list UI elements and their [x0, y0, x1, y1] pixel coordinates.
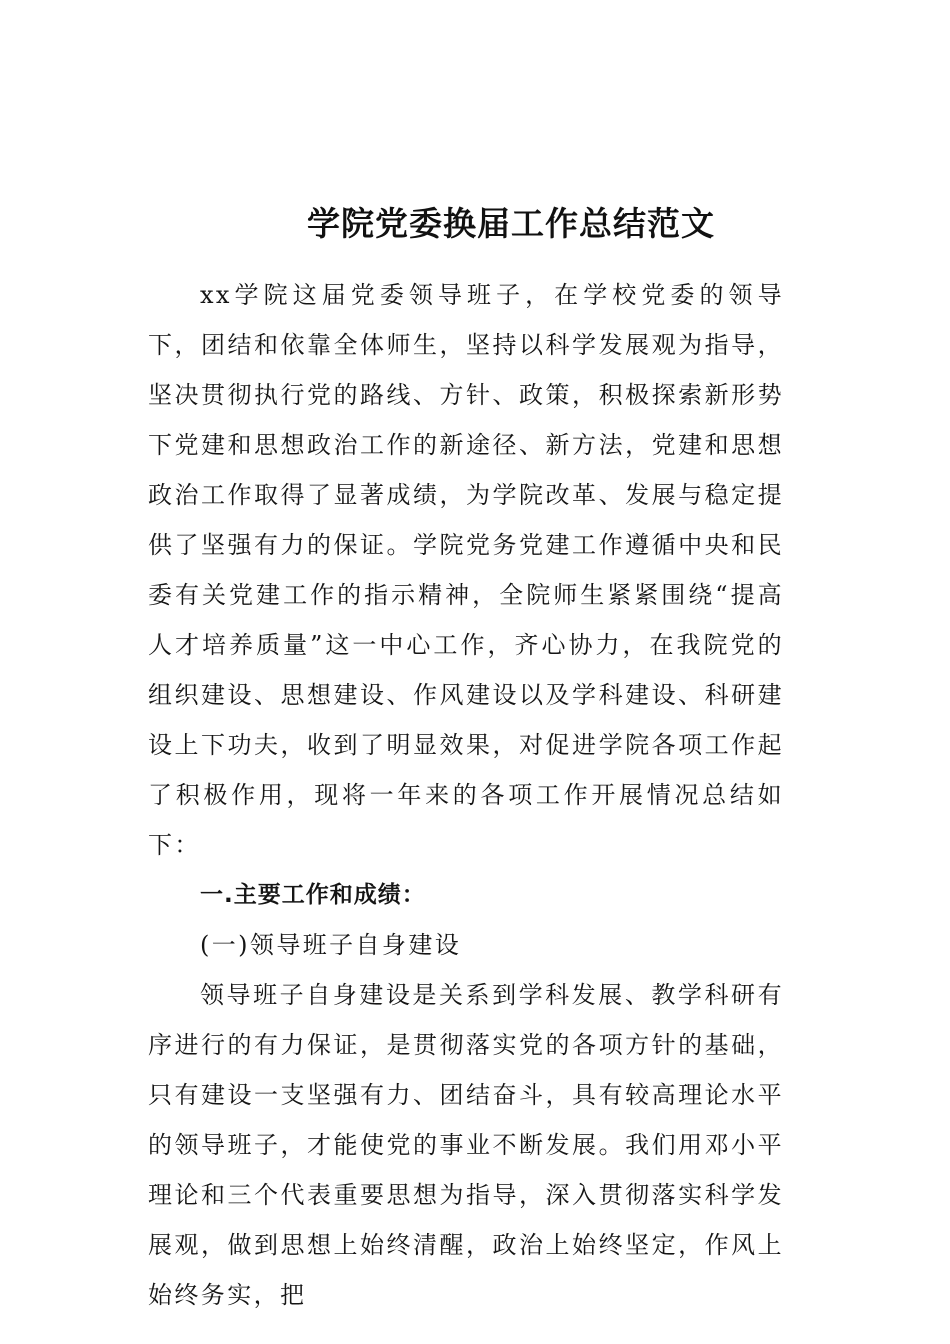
leadership-paragraph: 领导班子自身建设是关系到学科发展、教学科研有序进行的有力保证，是贯彻落实党的各项方针的基础，只有建设一支坚强有力、团结奋斗，具有较高理论水平的领导班子，才能使党的事业不断发展。我们用邓小平理论和三个代表重要思想为指导，深入贯彻落实科学发展观，做到思想上始终清醒，政治上始终坚定，作风上始终务实，把 [148, 981, 784, 1309]
section-heading: 一.主要工作和成绩： [200, 882, 426, 908]
intro-paragraph: xx学院这届党委领导班子，在学校党委的领导下，团结和依靠全体师生，坚持以科学发展观为指导，坚决贯彻执行党的路线、方针、政策，积极探索新形势下党建和思想政治工作的新途径、新方法，党建和思想政治工作取得了显著成绩，为学院改革、发展与稳定提供了坚强有力的保证。学院党务党建工作遵循中央和民委有关党建工作的指示精神，全院师生紧紧围绕“提高人才培养质量”这一中心工作，齐心协力，在我院党的组织建设、思想建设、作风建设以及学科建设、科研建设上下功夫，收到了明显效果，对促进学院各项工作起了积极作用，现将一年来的各项工作开展情况总结如下： [148, 281, 784, 859]
document-body [148, 270, 784, 1320]
document-title: 学院党委换届工作总结范文 [307, 204, 715, 243]
subsection-heading: (一)领导班子自身建设 [200, 931, 462, 959]
